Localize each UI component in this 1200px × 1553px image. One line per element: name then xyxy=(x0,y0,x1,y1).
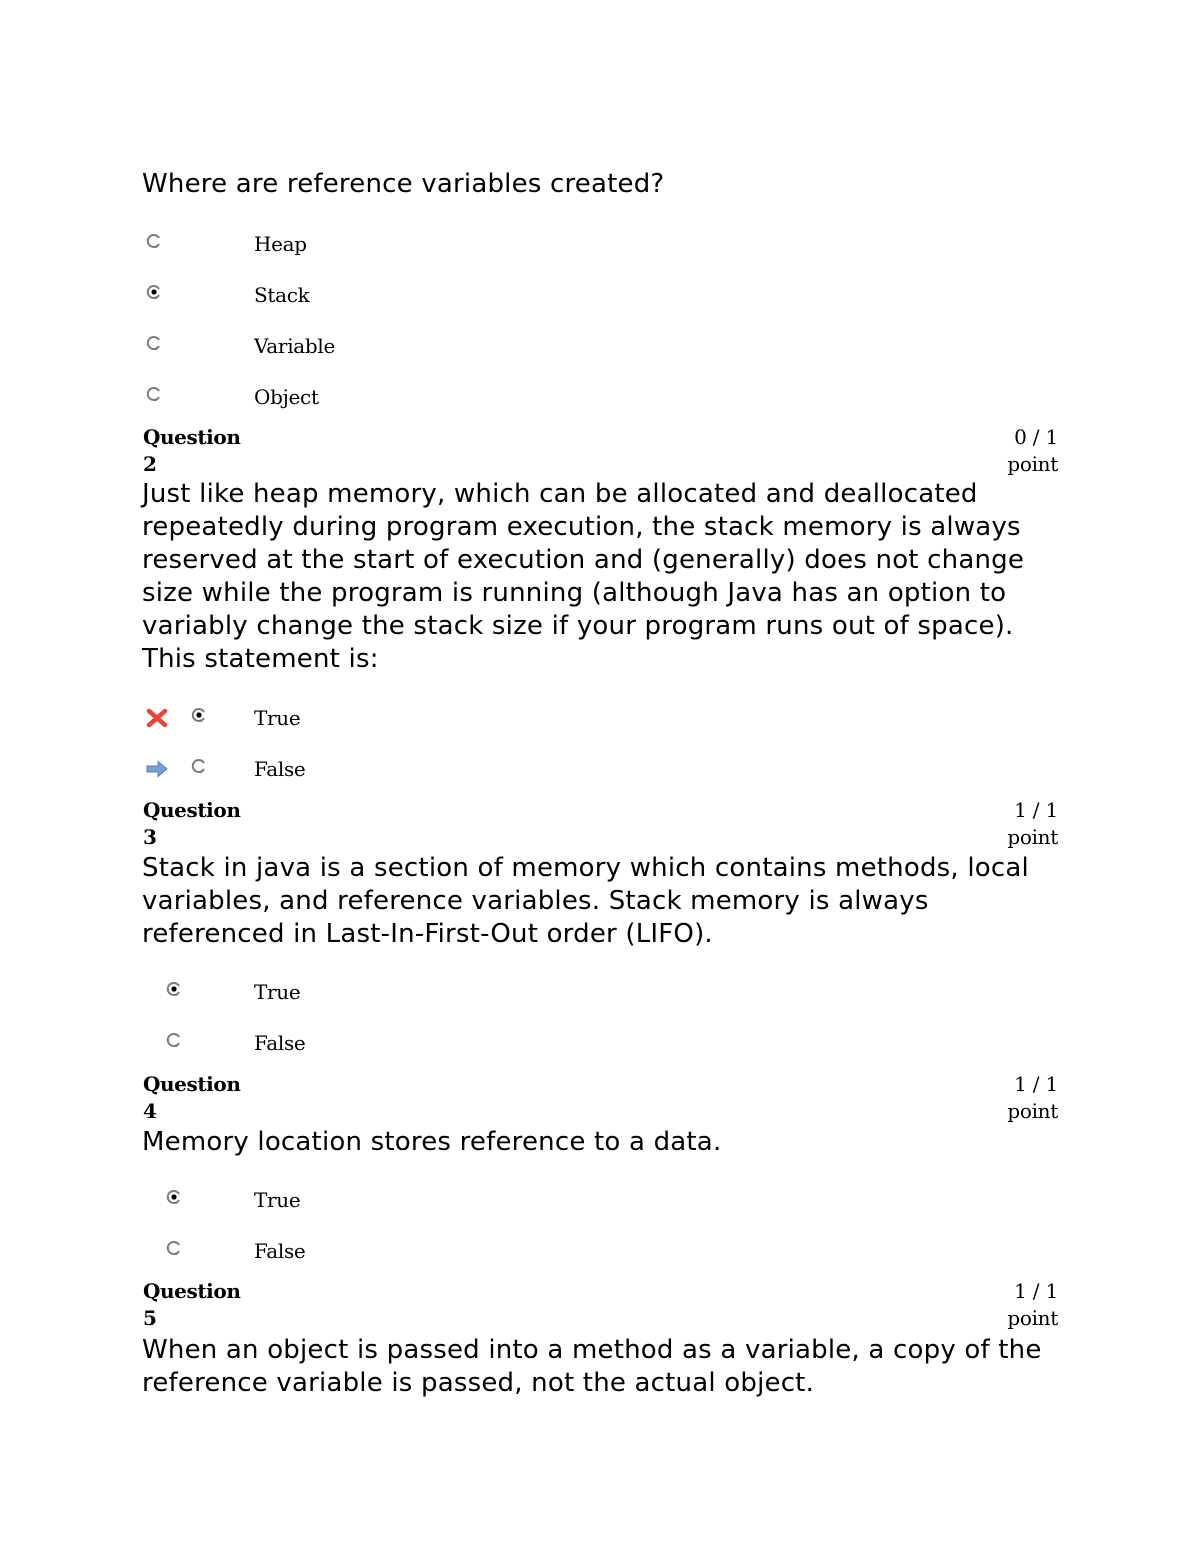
option-label: True xyxy=(254,980,301,1004)
question-4-option-true[interactable] xyxy=(0,1186,600,1216)
question-2-header xyxy=(142,424,1060,480)
radio-selected-icon[interactable] xyxy=(166,981,182,997)
question-1-option-stack[interactable] xyxy=(0,281,600,311)
radio-unselected-icon[interactable] xyxy=(166,1240,182,1256)
incorrect-x-icon xyxy=(146,708,168,728)
question-5-text: When an object is passed into a method as a variable, a copy of the reference variable is passed, not the actual object. xyxy=(142,1335,1042,1398)
question-3-option-false[interactable] xyxy=(0,1029,600,1059)
question-number: 5 xyxy=(143,1306,157,1330)
option-label: False xyxy=(254,1031,306,1055)
question-score: 0 / 1 xyxy=(1014,425,1058,449)
radio-selected-icon[interactable] xyxy=(146,284,162,300)
radio-unselected-icon[interactable] xyxy=(146,386,162,402)
question-score-unit: point xyxy=(1007,1306,1058,1330)
radio-selected-icon[interactable] xyxy=(166,1189,182,1205)
option-label: False xyxy=(254,1239,306,1263)
radio-selected-icon[interactable] xyxy=(191,707,207,723)
option-label: False xyxy=(254,757,306,781)
radio-unselected-icon[interactable] xyxy=(166,1032,182,1048)
question-3-option-true[interactable] xyxy=(0,978,600,1008)
question-4-header xyxy=(142,1071,1060,1127)
question-label: Question xyxy=(143,425,241,449)
question-score-unit: point xyxy=(1007,1099,1058,1123)
question-score: 1 / 1 xyxy=(1014,1279,1058,1303)
question-score-unit: point xyxy=(1007,452,1058,476)
question-score: 1 / 1 xyxy=(1014,1072,1058,1096)
question-label: Question xyxy=(143,1279,241,1303)
question-3-text: Stack in java is a section of memory which contains methods, local variables, and reference variables. Stack memory is always referenced in Last-In-First-Out order (LIFO). xyxy=(142,853,1029,949)
radio-unselected-icon[interactable] xyxy=(191,758,207,774)
option-label: True xyxy=(254,1188,301,1212)
radio-unselected-icon[interactable] xyxy=(146,233,162,249)
question-number: 2 xyxy=(143,452,157,476)
question-1-option-variable[interactable] xyxy=(0,332,600,362)
option-label: True xyxy=(254,706,301,730)
option-label: Object xyxy=(254,385,319,409)
radio-unselected-icon[interactable] xyxy=(146,335,162,351)
question-2-text: Just like heap memory, which can be allocated and deallocated repeatedly during program execution, the stack memory is always reserved at the start of execution and (generally) does not change size while the program is running (although Java has an option to variably change the stack size if your program runs out of space). This statement is: xyxy=(142,479,1025,674)
question-label: Question xyxy=(143,1072,241,1096)
question-5-header xyxy=(142,1278,1060,1334)
question-2-option-true[interactable] xyxy=(0,704,600,734)
question-score-unit: point xyxy=(1007,825,1058,849)
correct-answer-arrow-icon xyxy=(146,759,168,779)
question-2-option-false[interactable] xyxy=(0,755,600,785)
question-number: 3 xyxy=(143,825,157,849)
question-number: 4 xyxy=(143,1099,157,1123)
option-label: Stack xyxy=(254,283,310,307)
option-label: Heap xyxy=(254,232,307,256)
question-1-option-heap[interactable] xyxy=(0,230,600,260)
question-score: 1 / 1 xyxy=(1014,798,1058,822)
option-label: Variable xyxy=(254,334,336,358)
question-4-option-false[interactable] xyxy=(0,1237,600,1267)
question-4-text: Memory location stores reference to a data. xyxy=(142,1127,722,1157)
question-1-text: Where are reference variables created? xyxy=(142,169,665,199)
question-label: Question xyxy=(143,798,241,822)
question-1-option-object[interactable] xyxy=(0,383,600,413)
question-3-header xyxy=(142,797,1060,853)
